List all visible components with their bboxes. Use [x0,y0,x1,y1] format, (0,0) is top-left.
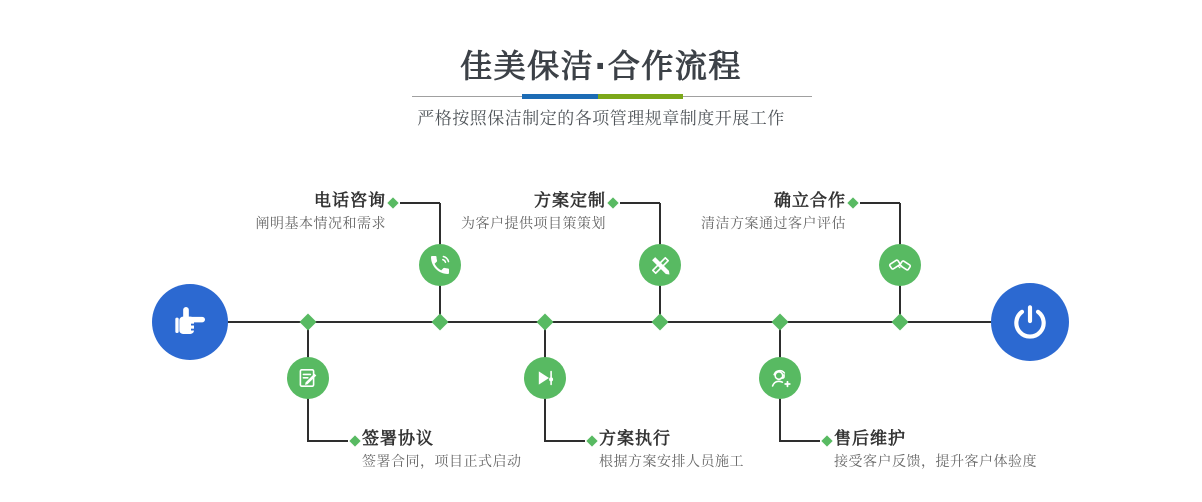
step-label [256,190,387,234]
step-title: 确立合作 [774,191,846,211]
timeline-end-node [991,283,1069,361]
label-diamond [586,435,597,446]
step-desc: 阐明基本情况和需求 [255,216,386,232]
connector-elbow [308,440,348,442]
label-diamond [821,435,832,446]
timeline-start-node [152,284,228,360]
connector-vertical [439,203,441,322]
step-circle [639,244,681,286]
step-label [599,428,744,472]
connector-elbow [545,440,585,442]
handshake-icon [887,252,913,278]
connector-vertical [659,203,661,322]
label-diamond [349,435,360,446]
step-circle [759,357,801,399]
connector-elbow [860,202,900,204]
title-divider [412,94,812,100]
phone-icon [428,253,452,277]
step-circle [287,357,329,399]
connector-vertical [899,203,901,322]
play-execute-icon [533,366,557,390]
label-diamond [847,197,858,208]
step-desc: 根据方案安排人员施工 [599,454,744,470]
connector-elbow [620,202,660,204]
step-title: 签署协议 [362,429,434,449]
page-subtitle: 严格按照保洁制定的各项管理规章制度开展工作 [417,109,785,129]
step-circle [879,244,921,286]
contract-sign-icon [296,366,320,390]
step-label [701,190,846,234]
power-icon [1010,302,1050,342]
pointing-hand-icon [170,302,210,342]
step-title: 方案执行 [599,429,671,449]
divider-blue-segment [522,94,598,99]
step-title: 方案定制 [534,191,606,211]
page-title: 佳美保洁·合作流程 [460,47,742,85]
step-label [362,428,522,472]
step-label [834,428,1037,472]
timeline-line [190,321,1030,323]
connector-vertical [779,322,781,442]
step-desc: 接受客户反馈，提升客户体验度 [834,454,1037,470]
connector-vertical [544,322,546,442]
connector-elbow [400,202,440,204]
step-circle [419,244,461,286]
step-label [461,190,606,234]
pencil-ruler-icon [648,253,673,278]
label-diamond [387,197,398,208]
step-title: 电话咨询 [314,191,386,211]
step-title: 售后维护 [834,429,906,449]
headset-service-icon [768,366,793,391]
label-diamond [607,197,618,208]
step-desc: 签署合同，项目正式启动 [362,454,522,470]
step-circle [524,357,566,399]
connector-vertical [307,322,309,442]
step-desc: 为客户提供项目策策划 [461,216,606,232]
divider-green-segment [598,94,683,99]
step-desc: 清洁方案通过客户评估 [701,216,846,232]
connector-elbow [780,440,820,442]
